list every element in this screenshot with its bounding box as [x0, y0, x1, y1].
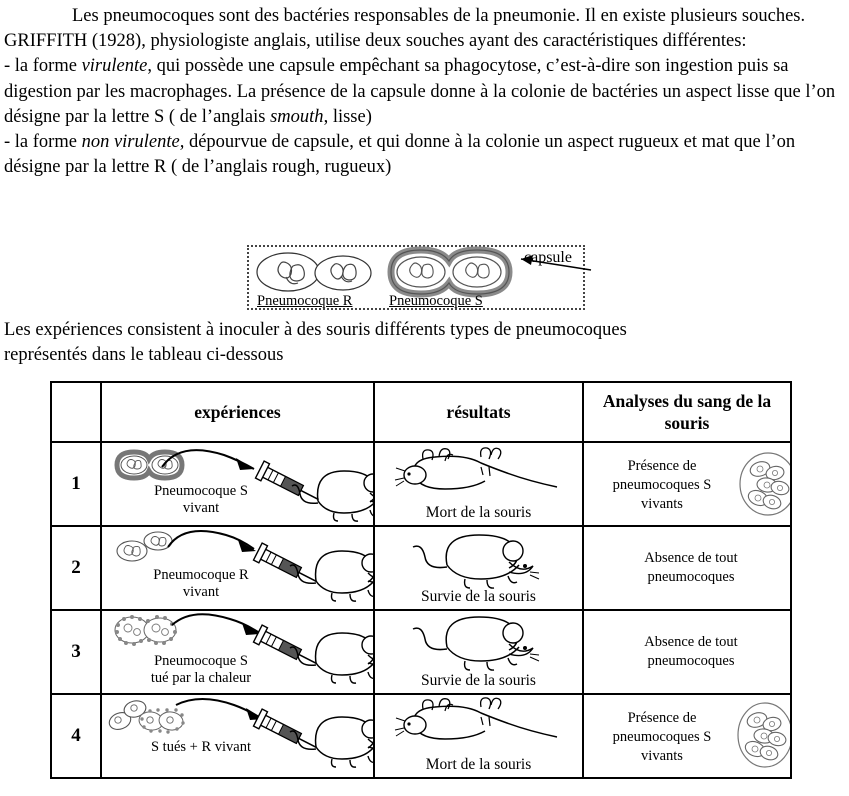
- blood-smear-bacteria-icon: [736, 451, 790, 517]
- lead-line-2: représentés dans le tableau ci-dessous: [4, 345, 284, 366]
- intro-paragraph-1: Les pneumocoques sont des bactéries responsables de la pneumonie. Il en existe plusieurs souches. GRIFFITH (1928), physiologiste anglais, utilise deux souches ayant des caractéristiques différentes:: [4, 6, 806, 52]
- experience-caption: [106, 483, 296, 517]
- mouse-alive-icon: [288, 703, 373, 773]
- pneumocoque-r-icon: [255, 250, 375, 294]
- capsule-annotation-label: capsule: [524, 249, 572, 266]
- analyse-line-3: vivants: [641, 748, 683, 764]
- resultat-caption: Survie de la souris: [421, 672, 536, 689]
- mouse-alive-icon: [405, 611, 555, 667]
- resultat-caption: Mort de la souris: [425, 504, 532, 521]
- bullet2-pre: - la forme: [4, 132, 82, 153]
- experience-caption: [106, 567, 296, 601]
- analyse-line-1: Présence de: [627, 458, 697, 474]
- analyse-cell: [583, 442, 791, 526]
- intro-bullet-virulente: [4, 54, 846, 130]
- experience-cell: [101, 610, 374, 694]
- table-row: [51, 442, 791, 526]
- analyse-cell: [583, 610, 791, 694]
- mouse-alive-icon: [405, 529, 555, 585]
- resultat-cell: [374, 526, 583, 610]
- analyse-text: [598, 549, 784, 587]
- mouse-alive-icon: [288, 537, 373, 605]
- resultat-caption: Mort de la souris: [425, 756, 532, 773]
- experience-caption-line1: Pneumocoque R: [153, 567, 249, 583]
- table-header-row: [51, 382, 791, 442]
- schema-label-pneumocoque-s: Pneumocoque S: [389, 293, 483, 309]
- mouse-alive-icon: [288, 619, 373, 689]
- experience-caption-line2: vivant: [182, 500, 220, 516]
- experience-caption: [106, 739, 296, 756]
- experience-caption: [106, 653, 296, 687]
- experience-caption-line1: Pneumocoque S: [154, 653, 248, 669]
- table-row: [51, 526, 791, 610]
- resultat-cell: [374, 442, 583, 526]
- row-number: 1: [51, 442, 101, 526]
- analyse-line-1: Absence de tout: [644, 634, 738, 650]
- analyse-line-2: pneumocoques: [647, 653, 735, 669]
- header-resultats: résultats: [374, 382, 583, 442]
- analyse-line-2: pneumocoques S: [612, 729, 712, 745]
- row-number: 3: [51, 610, 101, 694]
- bullet1-emphasis-virulente: virulente: [81, 56, 148, 77]
- analyse-line-3: vivants: [641, 496, 683, 512]
- experience-caption-line2: tué par la chaleur: [150, 670, 252, 686]
- bullet1-pre: - la forme: [4, 56, 82, 77]
- resultat-cell: [374, 610, 583, 694]
- schema-label-pneumocoque-r: Pneumocoque R: [257, 293, 353, 309]
- experience-caption-line1: S tués + R vivant: [150, 739, 251, 755]
- intro-bullet-non-virulente: [4, 130, 846, 180]
- row-number: 4: [51, 694, 101, 778]
- experience-caption-line2: vivant: [182, 584, 220, 600]
- pneumocoque-s-icon: [387, 247, 517, 297]
- resultat-cell: [374, 694, 583, 778]
- analyse-text: [598, 633, 784, 671]
- analyse-line-1: Absence de tout: [644, 550, 738, 566]
- analyse-cell: [583, 526, 791, 610]
- analyse-line-2: pneumocoques S: [612, 477, 712, 493]
- header-experiences: expériences: [101, 382, 374, 442]
- row-number: 2: [51, 526, 101, 610]
- experience-cell: [101, 526, 374, 610]
- mouse-dead-icon: [393, 447, 563, 497]
- analyse-line-1: Présence de: [627, 710, 697, 726]
- experience-caption-line1: Pneumocoque S: [154, 483, 248, 499]
- bullet2-emphasis-non-virulente: non virulente,: [81, 132, 185, 153]
- bullet2-post: dépourvue de capsule, et qui donne à la colonie un aspect rugueux et mat que l’on désigne par la lettre R ( de l’anglais rough, rugueux): [4, 132, 796, 178]
- bullet1-post: , qui possède une capsule empêchant sa phagocytose, c’est-à-dire son ingestion puis sa digestion par les macrophages. La présence de la capsule donne à la colonie de bactéries un aspect lisse que l’on désigne par la lettre S ( de l’anglais: [4, 56, 836, 127]
- experiments-table: [50, 381, 792, 779]
- bullet1-emphasis-smouth: smouth: [270, 106, 324, 127]
- resultat-caption: Survie de la souris: [421, 588, 536, 605]
- intro-text-block: [4, 4, 846, 180]
- lead-line-1: Les expériences consistent à inoculer à des souris différents types de pneumocoques: [4, 320, 627, 340]
- mouse-alive-icon: [290, 457, 373, 523]
- analyse-text: [592, 457, 732, 514]
- mouse-dead-icon: [393, 697, 563, 747]
- table-row: [51, 694, 791, 778]
- table-intro-text: [4, 318, 844, 368]
- analyse-text: [592, 709, 732, 766]
- experience-cell: [101, 694, 374, 778]
- table-row: [51, 610, 791, 694]
- analyse-line-2: pneumocoques: [647, 569, 735, 585]
- bullet1-end: , lisse): [323, 106, 372, 127]
- header-analyses: Analyses du sang de la souris: [583, 382, 791, 442]
- analyse-cell: [583, 694, 791, 778]
- blood-smear-bacteria-icon: [734, 701, 790, 769]
- header-number: [51, 382, 101, 442]
- experience-cell: [101, 442, 374, 526]
